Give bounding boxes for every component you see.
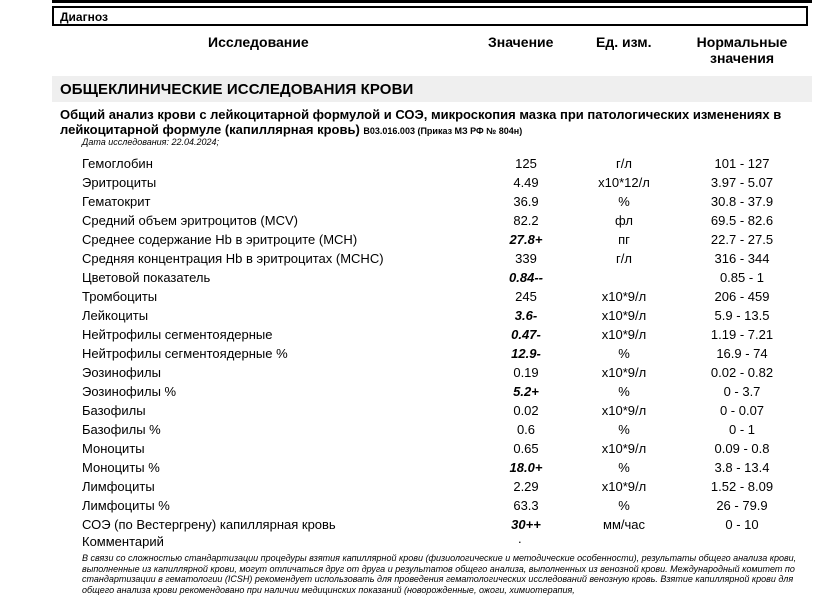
analysis-title-block — [60, 107, 810, 139]
table-row — [0, 515, 814, 534]
row-value: 0.19 — [513, 365, 539, 380]
comment-label: Комментарий — [82, 534, 164, 549]
row-value: 0.02 — [513, 403, 539, 418]
row-value: 0.47- — [511, 327, 541, 342]
row-unit: г/л — [616, 156, 632, 171]
header-normal — [682, 34, 802, 66]
row-normal: 26 - 79.9 — [716, 498, 768, 513]
table-row — [0, 154, 814, 173]
row-unit: х10*9/л — [601, 479, 647, 494]
row-name: Нейтрофилы сегментоядерные % — [82, 346, 288, 361]
row-normal: 0.02 - 0.82 — [710, 365, 774, 380]
row-name: Гемоглобин — [82, 156, 153, 171]
header-normal-line1: Нормальные — [696, 34, 788, 50]
row-normal: 316 - 344 — [714, 251, 770, 266]
table-row — [0, 344, 814, 363]
table-row — [0, 477, 814, 496]
header-study: Исследование — [208, 34, 309, 50]
row-normal: 5.9 - 13.5 — [714, 308, 770, 323]
row-value: 5.2+ — [513, 384, 539, 399]
row-value: 36.9 — [513, 194, 539, 209]
row-value: 2.29 — [513, 479, 539, 494]
table-row — [0, 439, 814, 458]
table-row — [0, 173, 814, 192]
row-normal: 101 - 127 — [714, 156, 770, 171]
row-normal: 1.19 - 7.21 — [710, 327, 774, 342]
diagnosis-label: Диагноз — [60, 10, 108, 24]
row-value: 0.84-- — [509, 270, 543, 285]
row-unit: х10*12/л — [598, 175, 650, 190]
row-name: Эозинофилы % — [82, 384, 177, 399]
row-value: 82.2 — [513, 213, 539, 228]
row-value: 245 — [515, 289, 537, 304]
row-normal: 30.8 - 37.9 — [710, 194, 774, 209]
row-name: Цветовой показатель — [82, 270, 211, 285]
analysis-title: Общий анализ крови с лейкоцитарной формулой и СОЭ, микроскопия мазка при патологических изменениях в лейкоцитарной формуле (капиллярная кровь) — [60, 107, 782, 137]
row-normal: 0.85 - 1 — [719, 270, 765, 285]
row-name: Моноциты % — [82, 460, 160, 475]
row-unit: пг — [618, 232, 630, 247]
table-row — [0, 287, 814, 306]
row-value: 4.49 — [513, 175, 539, 190]
row-value: 339 — [515, 251, 537, 266]
table-row — [0, 211, 814, 230]
row-name: Эозинофилы — [82, 365, 161, 380]
row-normal: 0.09 - 0.8 — [714, 441, 770, 456]
table-row — [0, 496, 814, 515]
section-title: ОБЩЕКЛИНИЧЕСКИЕ ИССЛЕДОВАНИЯ КРОВИ — [60, 81, 414, 98]
study-date: Дата исследования: 22.04.2024; — [82, 137, 220, 147]
row-unit: х10*9/л — [601, 441, 647, 456]
row-value: 3.6- — [514, 308, 538, 323]
table-row — [0, 268, 814, 287]
header-unit: Ед. изм. — [596, 34, 652, 50]
table-row — [0, 249, 814, 268]
row-unit: х10*9/л — [601, 289, 647, 304]
row-name: Лимфоциты — [82, 479, 155, 494]
row-value: 0.65 — [513, 441, 539, 456]
row-unit: % — [618, 346, 630, 361]
row-name: Эритроциты — [82, 175, 157, 190]
row-normal: 69.5 - 82.6 — [710, 213, 774, 228]
row-name: Тромбоциты — [82, 289, 158, 304]
row-unit: х10*9/л — [601, 365, 647, 380]
row-normal: 16.9 - 74 — [716, 346, 768, 361]
row-unit: % — [618, 460, 630, 475]
row-name: Базофилы — [82, 403, 146, 418]
row-name: Нейтрофилы сегментоядерные — [82, 327, 273, 342]
row-normal: 0 - 1 — [728, 422, 755, 437]
row-value: 63.3 — [513, 498, 539, 513]
row-unit: % — [618, 498, 630, 513]
table-row — [0, 230, 814, 249]
table-row — [0, 363, 814, 382]
row-normal: 1.52 - 8.09 — [710, 479, 774, 494]
table-row — [0, 382, 814, 401]
row-name: Средний объем эритроцитов (MCV) — [82, 213, 298, 228]
table-row — [0, 420, 814, 439]
row-unit: х10*9/л — [601, 327, 647, 342]
row-name: Лимфоциты % — [82, 498, 170, 513]
row-normal: 3.97 - 5.07 — [710, 175, 774, 190]
row-unit: % — [618, 384, 630, 399]
row-unit: х10*9/л — [601, 308, 647, 323]
row-normal: 0 - 0.07 — [719, 403, 765, 418]
row-name: Моноциты — [82, 441, 145, 456]
row-name: Лейкоциты — [82, 308, 149, 323]
header-normal-line2: значения — [710, 50, 774, 66]
table-row — [0, 458, 814, 477]
row-normal: 3.8 - 13.4 — [714, 460, 770, 475]
row-normal: 206 - 459 — [714, 289, 770, 304]
table-row — [0, 325, 814, 344]
row-unit: % — [618, 194, 630, 209]
row-value: 0.6 — [516, 422, 536, 437]
top-border — [52, 0, 812, 3]
row-name: Базофилы % — [82, 422, 161, 437]
row-name: СОЭ (по Вестергрену) капиллярная кровь — [82, 517, 336, 532]
row-value: 27.8+ — [509, 232, 543, 247]
comment-value: . — [518, 531, 522, 546]
row-name: Средняя концентрация Hb в эритроцитах (MCHC) — [82, 251, 384, 266]
diagnosis-box — [52, 6, 808, 26]
section-band — [52, 76, 812, 102]
footnote: В связи со сложностью стандартизации процедуры взятия капиллярной крови (физиологические и методические особенности), результаты общего анализа крови, выполненные из капиллярной крови, могут отличаться друг от друга и результатов общего анализа, выполненных из венозной крови. Международный комитет по стандартизации в гематологии (ICSH) рекомендует использовать для проведения гематологических исследований венозную кровь. Взятие капиллярной крови для общего анализа крови рекомендовано при наличии медицинских показаний (новорожденные, ожоги, химиотерапия, — [82, 553, 797, 595]
row-normal: 22.7 - 27.5 — [710, 232, 774, 247]
row-unit: мм/час — [603, 517, 645, 532]
analysis-code: B03.016.003 (Приказ МЗ РФ № 804н) — [363, 126, 523, 136]
row-normal: 0 - 3.7 — [723, 384, 761, 399]
row-unit: % — [618, 422, 630, 437]
table-row — [0, 306, 814, 325]
row-unit: фл — [615, 213, 633, 228]
row-name: Гематокрит — [82, 194, 151, 209]
table-row — [0, 192, 814, 211]
row-value: 125 — [515, 156, 537, 171]
row-unit: г/л — [616, 251, 632, 266]
row-normal: 0 - 10 — [725, 517, 759, 532]
header-value: Значение — [488, 34, 554, 50]
row-name: Среднее содержание Hb в эритроците (MCH) — [82, 232, 358, 247]
row-unit: х10*9/л — [601, 403, 647, 418]
table-row — [0, 401, 814, 420]
row-value: 12.9- — [511, 346, 541, 361]
row-value: 30++ — [511, 517, 541, 532]
row-value: 18.0+ — [509, 460, 543, 475]
